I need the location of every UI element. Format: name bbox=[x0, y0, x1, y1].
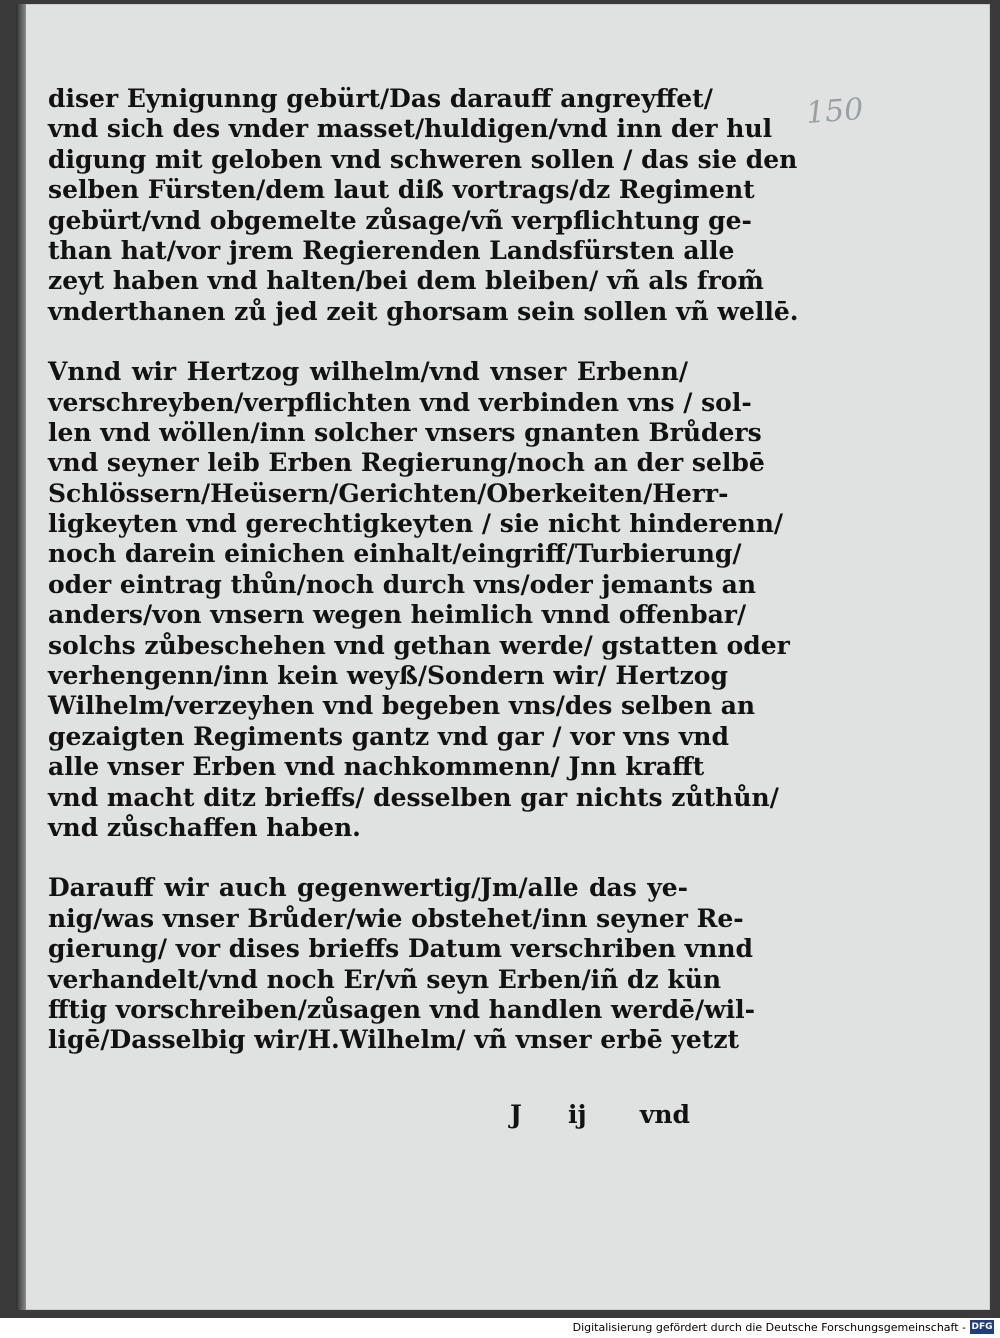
text-line: zeyt haben vnd halten/bei dem bleiben/ vñ als from̃ bbox=[48, 266, 764, 296]
paragraph bbox=[48, 357, 790, 843]
text-line: than hat/vor jrem Regierenden Landsfürsten alle bbox=[48, 235, 735, 265]
text-line: noch darein einichen einhalt/eingriff/Turbierung/ bbox=[48, 539, 742, 569]
text-line: anders/von vnsern wegen heimlich vnnd offenbar/ bbox=[48, 600, 747, 630]
text-line: vnd seyner leib Erben Regierung/noch an der selbē bbox=[48, 448, 765, 478]
text-line: digung mit geloben vnd schweren sollen / das sie den bbox=[48, 144, 798, 174]
text-line: Darauff wir auch gegenwertig/Jm/alle das ye- bbox=[48, 873, 688, 903]
text-line: vnd zůschaffen haben. bbox=[48, 812, 361, 842]
text-line: ligkeyten vnd gerechtigkeyten / sie nicht hinderenn/ bbox=[48, 509, 784, 539]
text-line: ligē/Dasselbig wir/H.Wilhelm/ vñ vnser erbē yetzt bbox=[48, 1025, 740, 1055]
text-line: gezaigten Regiments gantz vnd gar / vor vns vnd bbox=[48, 721, 729, 751]
catchword: vnd bbox=[639, 1100, 690, 1129]
text-line: Schlössern/Heüsern/Gerichten/Oberkeiten/Herr- bbox=[48, 478, 729, 508]
text-line: alle vnser Erben vnd nachkommenn/ Jnn krafft bbox=[48, 752, 705, 782]
text-line: solchs zůbeschehen vnd gethan werde/ gstatten oder bbox=[48, 630, 790, 660]
signature-mark: J bbox=[510, 1100, 522, 1129]
text-line: Vnnd wir Hertzog wilhelm/vnd vnser Erbenn/ bbox=[48, 357, 688, 387]
page-gutter-shadow bbox=[16, 4, 26, 1310]
text-line: verschreyben/verpflichten vnd verbinden vns / sol- bbox=[48, 387, 752, 417]
text-line: nig/was vnser Brůder/wie obstehet/inn seyner Re- bbox=[48, 903, 744, 933]
folio-number: 150 bbox=[804, 92, 865, 131]
text-line: gierung/ vor dises brieffs Datum verschriben vnnd bbox=[48, 934, 754, 964]
text-line: diser Eynigunng gebürt/Das darauff angreyffet/ bbox=[48, 84, 713, 113]
text-line: len vnd wöllen/inn solcher vnsers gnanten Brůders bbox=[48, 417, 762, 447]
text-line: verhengenn/inn kein weyß/Sondern wir/ Hertzog bbox=[48, 661, 728, 691]
signature-folio: ij bbox=[568, 1100, 587, 1129]
signature-line bbox=[510, 1100, 690, 1134]
paragraph bbox=[48, 84, 799, 327]
text-line: oder eintrag thůn/noch durch vns/oder jemants an bbox=[48, 569, 757, 599]
text-line: selben Fürsten/dem laut diß vortrags/dz Regiment bbox=[48, 175, 755, 205]
footer-credit: Digitalisierung gefördert durch die Deutsche Forschungsgemeinschaft - bbox=[572, 1321, 966, 1334]
text-line: verhandelt/vnd noch Er/vñ seyn Erben/iñ dz kün bbox=[48, 964, 722, 994]
text-line: gebürt/vnd obgemelte zůsage/vñ verpflichtung ge- bbox=[48, 205, 752, 235]
text-line: vnderthanen zů jed zeit ghorsam sein sollen vñ wellē. bbox=[48, 296, 799, 326]
text-line: fftig vorschreiben/zůsagen vnd handlen werdē/wil- bbox=[48, 994, 755, 1024]
text-line: vnd sich des vnder masset/huldigen/vnd inn der hul bbox=[48, 114, 773, 144]
dfg-logo: DFG bbox=[971, 1322, 993, 1332]
paragraph bbox=[48, 873, 755, 1055]
text-line: Wilhelm/verzeyhen vnd begeben vns/des selben an bbox=[48, 691, 756, 721]
text-block bbox=[48, 84, 799, 1086]
text-line: vnd macht ditz brieffs/ desselben gar nichts zůthůn/ bbox=[48, 782, 779, 812]
